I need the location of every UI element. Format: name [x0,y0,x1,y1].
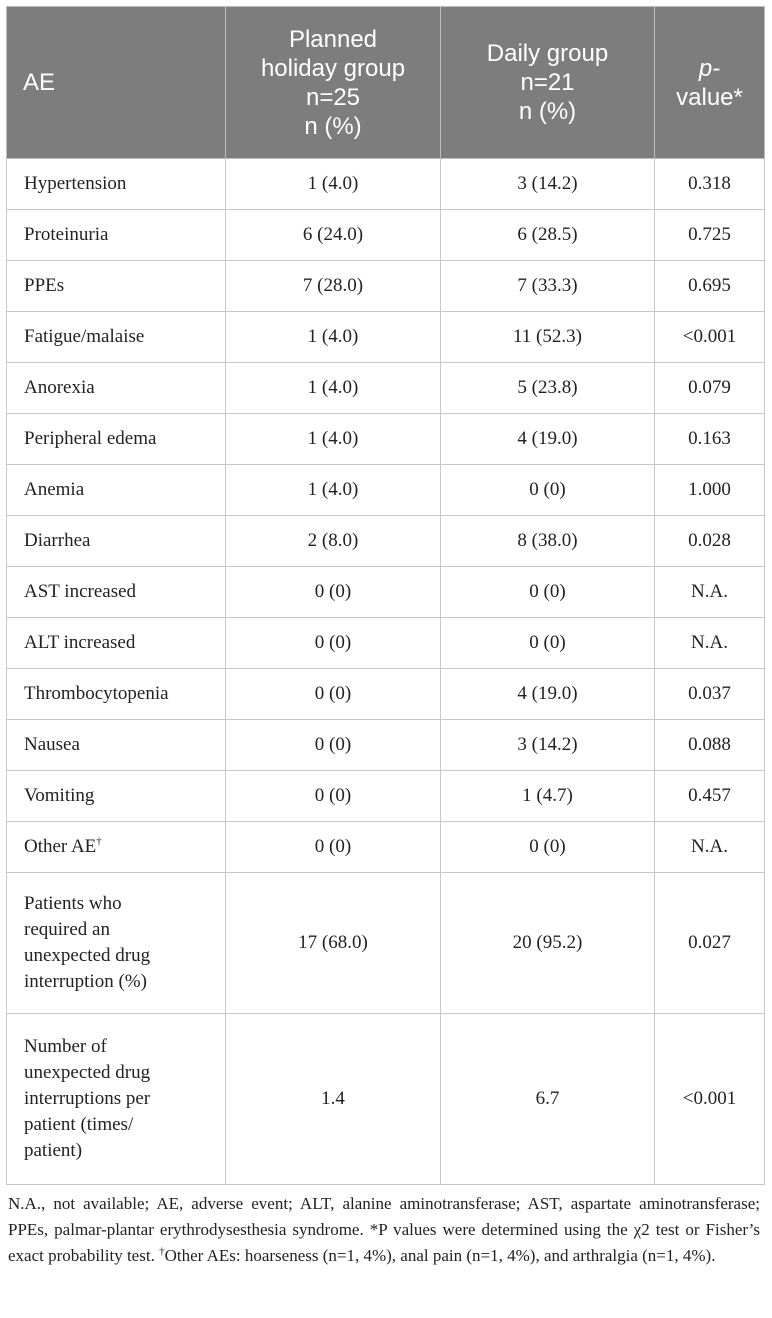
daily-value: 11 (52.3) [441,312,655,363]
holiday-value: 17 (68.0) [226,873,441,1014]
daily-value: 6.7 [441,1014,655,1185]
adverse-events-table-container [6,6,764,1269]
ae-name: Peripheral edema [7,414,226,465]
daily-value: 8 (38.0) [441,516,655,567]
ae-name-line: interruptions per [24,1088,151,1109]
p-value: 0.079 [655,363,765,414]
holiday-value: 0 (0) [226,618,441,669]
table-row [7,771,765,822]
daily-value: 0 (0) [441,465,655,516]
table-row [7,1014,765,1185]
header-line: Daily group [486,40,609,67]
header-ae [7,7,226,159]
ae-name: Thrombocytopenia [7,669,226,720]
table-row [7,720,765,771]
holiday-value: 0 (0) [226,822,441,873]
dagger-footnote-mark: † [159,1245,165,1258]
p-value: 0.725 [655,210,765,261]
table-row [7,669,765,720]
table-row [7,414,765,465]
footnote-text-2: Other AEs: hoarseness (n=1, 4%), anal pain (n=1, 4%), and arthralgia (n=1, 4%). [164,1246,716,1265]
holiday-value: 0 (0) [226,720,441,771]
footnote-paragraph [8,1191,760,1269]
ae-name: Nausea [7,720,226,771]
table-row [7,363,765,414]
ae-name-cell [7,822,226,873]
daily-value: 0 (0) [441,567,655,618]
ae-name-line: unexpected drug [24,1062,151,1083]
adverse-events-table [6,6,765,1185]
table-footnote [6,1185,764,1269]
ae-name-line: interruption (%) [24,971,147,992]
table-row [7,210,765,261]
ae-name-line: patient) [24,1140,83,1161]
ae-name: Anorexia [7,363,226,414]
header-p-value [655,7,765,159]
ae-name: ALT increased [7,618,226,669]
ae-name: Fatigue/malaise [7,312,226,363]
ae-name-line: unexpected drug [24,945,151,966]
p-value: N.A. [655,822,765,873]
holiday-value: 7 (28.0) [226,261,441,312]
footnote-text-1: N.A., not available; AE, adverse event; ALT, alanine aminotransferase; AST, aspartate aminotransferase; PPEs, palmar-plantar erythrodysesthesia syndrome. *P values were determined using the χ2 test or Fisher’s exact probability test. [8,1194,760,1265]
dagger-footnote-mark: † [96,835,102,848]
p-value: 0.457 [655,771,765,822]
ae-name: Proteinuria [7,210,226,261]
ae-name-cell [7,1014,226,1185]
table-row [7,465,765,516]
ae-name-line: Number of [24,1036,107,1057]
daily-value: 5 (23.8) [441,363,655,414]
holiday-value: 6 (24.0) [226,210,441,261]
ae-name: Diarrhea [7,516,226,567]
p-value: <0.001 [655,312,765,363]
p-value: 0.695 [655,261,765,312]
table-row [7,312,765,363]
p-value: 0.318 [655,159,765,210]
p-value: N.A. [655,567,765,618]
ae-name-cell [7,873,226,1014]
p-value: 1.000 [655,465,765,516]
ae-name: Hypertension [7,159,226,210]
ae-name: AST increased [7,567,226,618]
header-line: Planned [288,25,378,53]
daily-value: 4 (19.0) [441,669,655,720]
p-value: 0.037 [655,669,765,720]
header-line: holiday group [260,54,406,82]
holiday-value: 1 (4.0) [226,363,441,414]
daily-value: 7 (33.3) [441,261,655,312]
header-line: n=21 [520,69,575,96]
table-row [7,159,765,210]
header-line: n=25 [305,83,361,111]
daily-value: 20 (95.2) [441,873,655,1014]
header-line: n (%) [304,112,362,140]
daily-value: 0 (0) [441,822,655,873]
p-value: 0.088 [655,720,765,771]
daily-value: 4 (19.0) [441,414,655,465]
table-row [7,567,765,618]
ae-name-line: Patients who [24,893,122,914]
holiday-value: 1 (4.0) [226,312,441,363]
p-value: 0.163 [655,414,765,465]
ae-name: Vomiting [7,771,226,822]
holiday-value: 0 (0) [226,669,441,720]
holiday-value: 1 (4.0) [226,465,441,516]
ae-name: Anemia [7,465,226,516]
header-line: n (%) [518,98,577,125]
table-row [7,822,765,873]
holiday-value: 0 (0) [226,567,441,618]
ae-name: Other AE [24,836,97,857]
holiday-value: 1 (4.0) [226,414,441,465]
daily-value: 3 (14.2) [441,720,655,771]
holiday-value: 2 (8.0) [226,516,441,567]
header-row [7,7,765,159]
header-planned-holiday-group [226,7,441,159]
daily-value: 6 (28.5) [441,210,655,261]
holiday-value: 1 (4.0) [226,159,441,210]
holiday-value: 0 (0) [226,771,441,822]
holiday-value: 1.4 [226,1014,441,1185]
table-row [7,618,765,669]
daily-value: 3 (14.2) [441,159,655,210]
table-row [7,873,765,1014]
header-line: p- [698,54,721,82]
ae-name: PPEs [7,261,226,312]
daily-value: 0 (0) [441,618,655,669]
table-row [7,261,765,312]
table-row [7,516,765,567]
p-value: 0.027 [655,873,765,1014]
ae-name-line: required an [24,919,110,940]
p-value: 0.028 [655,516,765,567]
header-ae-text: AE [23,69,56,96]
p-value: N.A. [655,618,765,669]
header-line: value* [676,83,743,111]
header-daily-group [441,7,655,159]
daily-value: 1 (4.7) [441,771,655,822]
p-value: <0.001 [655,1014,765,1185]
ae-name-line: patient (times/ [24,1114,134,1135]
